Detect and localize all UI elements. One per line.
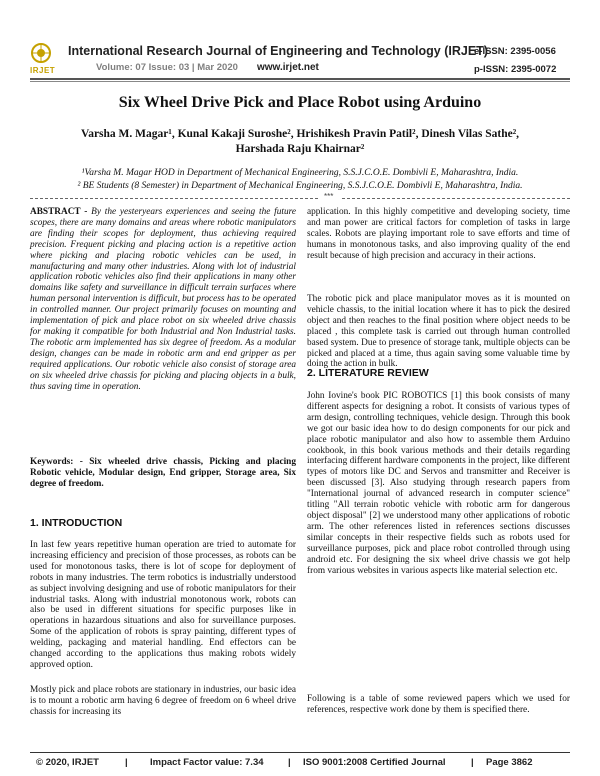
volume-info: Volume: 07 Issue: 03 | Mar 2020 <box>96 62 238 73</box>
literature-paragraph-1: John Iovine's book PIC ROBOTICS [1] this book consists of many different aspects for designing a robot. It consists of various types of arm design, controlling techniques, vehicle design. Through this book we got our basic idea how to do design components for our pick and place robotic manipulator and also how to assemble them Arduino cookbook, in this book various methods and their details regarding interfacing different hardware components in the project, like different types of motors like DC and Servos and transmitter and Receiver is been discussed [3]. Also studying through research papers from "International journal of advanced research in computer science" titling "All terrain robotic vehicle with robotic arm for dangerous object disposal" [2] we understood many other applications of robotic arm. The other references listed in references sections discusses similar concepts in their respective fields such as robots used for surveillance purposes, pick and place robot controlled through using android etc. For designing the six wheel drive chassis we got help from various websites in various aspects like material selection etc. <box>307 391 570 576</box>
literature-paragraph-2: Following is a table of some reviewed papers which we used for references, respective work done by them is specified there. <box>307 694 570 715</box>
intro-paragraph-1: In last few years repetitive human operation are tried to automate for increasing efficiency and precision of those processes, as robots can be used for monotonous tasks, there is lot of scope for deployment of robots in many industries. The term robotics is industrially understood as subject involving designing and use of robotic manipulators for their industrial tasks. Along with industrial monotonous work, robots can also be used in different situations for specific purposes like in operations in hazardous situations and also for surveillance purposes. Some of the application of robots is spray painting, different types of welding, packaging and material handling. End effectors can be changed according to the applications thus making robots widely approved option. <box>30 540 296 670</box>
e-issn: e-ISSN: 2395-0056 <box>474 46 556 57</box>
footer-iso: ISO 9001:2008 Certified Journal <box>303 757 446 768</box>
footer-divider-1: | <box>125 757 128 768</box>
logo-text: IRJET <box>30 66 56 75</box>
header-rule <box>30 78 570 80</box>
footer-divider-3: | <box>471 757 474 768</box>
intro-paragraph-3: application. In this highly competitive and developing society, time and man power are critical factors for completion of tasks in large scales. Robots are playing important role to save efforts and time of humans in monotonous tasks, and also improving quality of the end result because of high precision and accuracy in their actions. <box>307 207 570 261</box>
footer-rule <box>30 752 570 753</box>
footer-impact-factor: Impact Factor value: 7.34 <box>150 757 264 768</box>
authors-line-1: Varsha M. Magar¹, Kunal Kakaji Suroshe², Hrishikesh Pravin Patil², Dinesh Vilas Sathe², <box>80 128 520 140</box>
affiliation-2: ² BE Students (8 Semester) in Department of Mechanical Engineering, S.S.J.C.O.E. Dombivli E, Maharashtra, India. <box>77 181 523 191</box>
abstract <box>30 207 296 392</box>
footer-copyright: © 2020, IRJET <box>36 757 99 768</box>
irjet-logo-icon <box>30 42 52 64</box>
authors-line-2: Harshada Raju Khairnar² <box>235 143 365 155</box>
footer-page-number: Page 3862 <box>486 757 533 768</box>
abstract-label: ABSTRACT - <box>30 207 92 217</box>
section-heading-introduction: 1. INTRODUCTION <box>30 517 123 529</box>
abstract-text: By the yesteryears experiences and seeing the future scopes, there are many domains and areas where robotic manipulators are finding their scopes for deployment, thus achieving required precision. Frequent picking and placing action is a repetitive action where picking and placing robotic vehicles can be used, in manufacturing and many other industries. Along with lot of industrial application robotic vehicles also find their applications in many other domains like safety and surveillance in difficult terrain surfaces where human personal intervention is difficult, but process has to be operated in controlled manner. Our project primarily focuses on mounting and implementation of pick and place robot on six wheeled drive chassis for making it compatible for both Industrial and Non Industrial tasks. The robotic arm implemented has six degree of freedom. As a modular design, changes can be made in robotic arm and end gripper as per required applications. Our robotic vehicle also consist of storage area on six wheeled drive chassis for picking and placing objects in a bulk, thus saving time in operation. <box>30 207 296 392</box>
intro-paragraph-2: Mostly pick and place robots are stationary in industries, our basic idea is to mount a robotic arm having 6 degree of freedom on 6 wheel drive chassis for increasing its <box>30 685 296 717</box>
journal-name: International Research Journal of Engineering and Technology (IRJET) <box>68 44 488 58</box>
header-rule-thin <box>30 81 570 82</box>
p-issn: p-ISSN: 2395-0072 <box>474 64 557 75</box>
keywords: Keywords: - Six wheeled drive chassis, Picking and placing Robotic vehicle, Modular design, End gripper, Storage area, Six degree of freedom. <box>30 457 296 489</box>
affiliation-1: ¹Varsha M. Magar HOD in Department of Mechanical Engineering, S.S.J.C.O.E. Dombivli E, Maharashtra, India. <box>81 168 519 178</box>
separator-stars: *** <box>324 192 334 201</box>
section-heading-literature-review: 2. LITERATURE REVIEW <box>307 367 429 379</box>
footer-divider-2: | <box>288 757 291 768</box>
section-separator <box>30 194 570 202</box>
page-header <box>0 0 600 84</box>
journal-website[interactable]: www.irjet.net <box>257 62 319 73</box>
paper-title: Six Wheel Drive Pick and Place Robot using Arduino <box>118 94 482 111</box>
intro-paragraph-4: The robotic pick and place manipulator moves as it is mounted on vehicle chassis, to the initial location where it has to pick the desired object and then reaches to the final position where object needs to be placed , this complete task is carried out through human controlled based system. Due to presence of storage tank, multiple objects can be picked and placed at a time, thus again saving some valuable time by doing the action in bulk. <box>307 294 570 370</box>
author-list <box>40 127 560 157</box>
